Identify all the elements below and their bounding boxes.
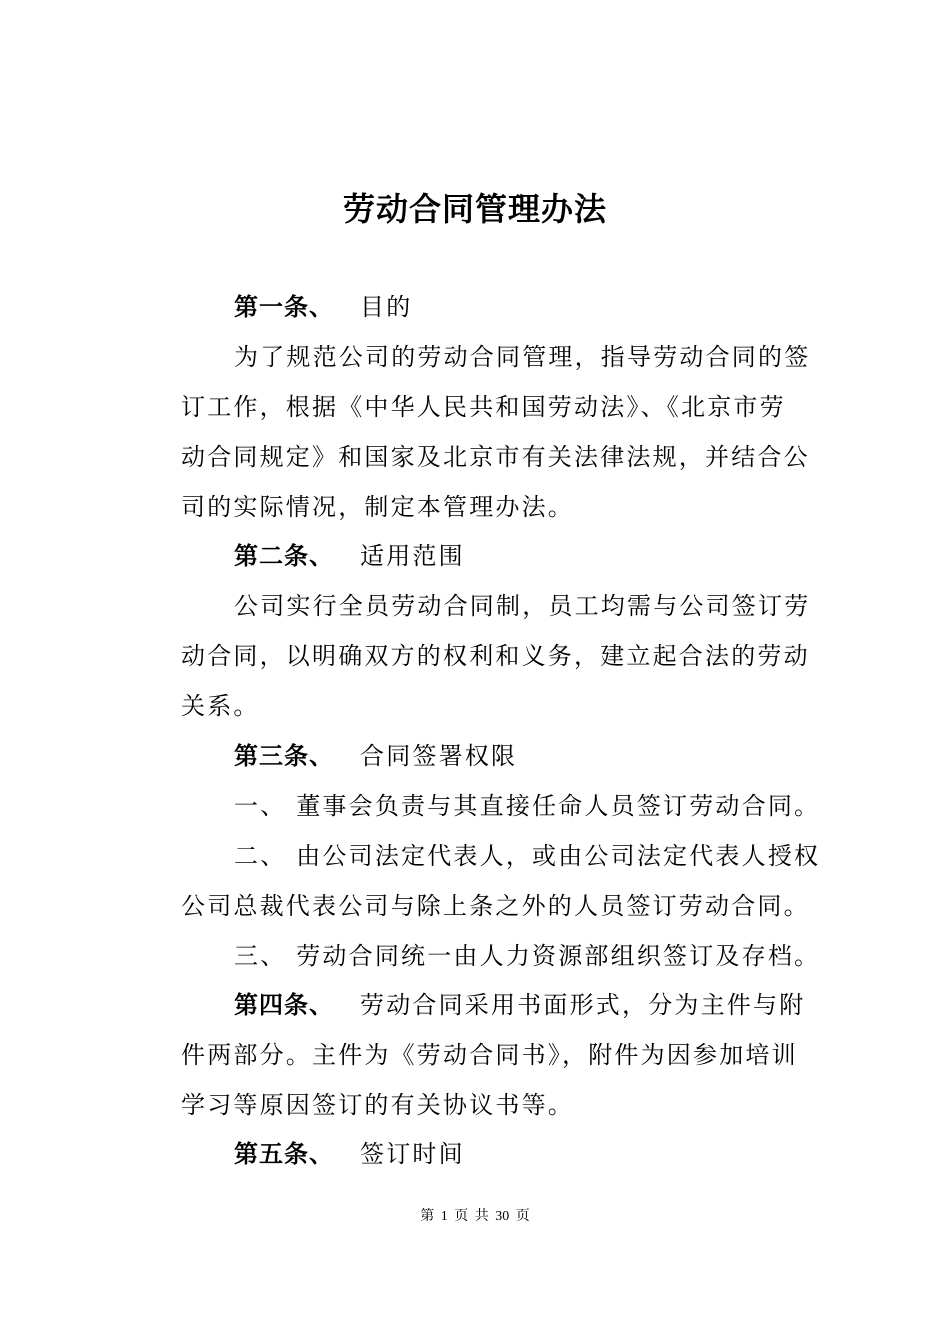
paragraph-line: 为了规范公司的劳动合同管理，指导劳动合同的签	[234, 343, 811, 371]
article-4-heading	[234, 989, 821, 1021]
paragraph-line: 学习等原因签订的有关协议书等。	[181, 1091, 574, 1119]
article-4-label: 第四条、	[234, 990, 334, 1019]
article-5-label: 第五条、	[234, 1139, 334, 1168]
article-1-label: 第一条、	[234, 292, 334, 321]
list-item: 一、 董事会负责与其直接任命人员签订劳动合同。	[234, 792, 821, 820]
page-number-footer: 第 1 页 共 30 页	[420, 1209, 530, 1224]
article-1-title: 目的	[360, 293, 413, 321]
paragraph-line: 司的实际情况，制定本管理办法。	[181, 493, 574, 521]
paragraph-line: 件两部分。主件为《劳动合同书》，附件为因参加培训	[181, 1041, 798, 1069]
list-item: 二、 由公司法定代表人，或由公司法定代表人授权	[234, 842, 821, 870]
article-3-heading	[234, 740, 821, 772]
article-3-label: 第三条、	[234, 741, 334, 770]
paragraph-line: 动合同，以明确双方的权利和义务，建立起合法的劳动	[181, 642, 810, 670]
paragraph-line: 订工作，根据《中华人民共和国劳动法》、《北京市劳	[181, 393, 786, 421]
article-5-title: 签订时间	[360, 1140, 465, 1168]
paragraph-line: 公司实行全员劳动合同制，员工均需与公司签订劳	[234, 592, 811, 620]
article-2-label: 第二条、	[234, 541, 334, 570]
article-4-title: 劳动合同采用书面形式，分为主件与附	[360, 991, 806, 1019]
list-item-continuation: 公司总裁代表公司与除上条之外的人员签订劳动合同。	[181, 892, 810, 920]
article-2-heading	[234, 540, 821, 572]
article-3-title: 合同签署权限	[360, 742, 518, 770]
paragraph-line: 关系。	[181, 692, 260, 720]
article-2-title: 适用范围	[360, 542, 465, 570]
article-5-heading	[234, 1138, 821, 1170]
paragraph-line: 动合同规定》和国家及北京市有关法律法规，并结合公	[181, 443, 810, 471]
article-1-heading	[234, 291, 821, 323]
document-title: 劳动合同管理办法	[342, 190, 607, 228]
list-item: 三、 劳动合同统一由人力资源部组织签订及存档。	[234, 942, 821, 970]
